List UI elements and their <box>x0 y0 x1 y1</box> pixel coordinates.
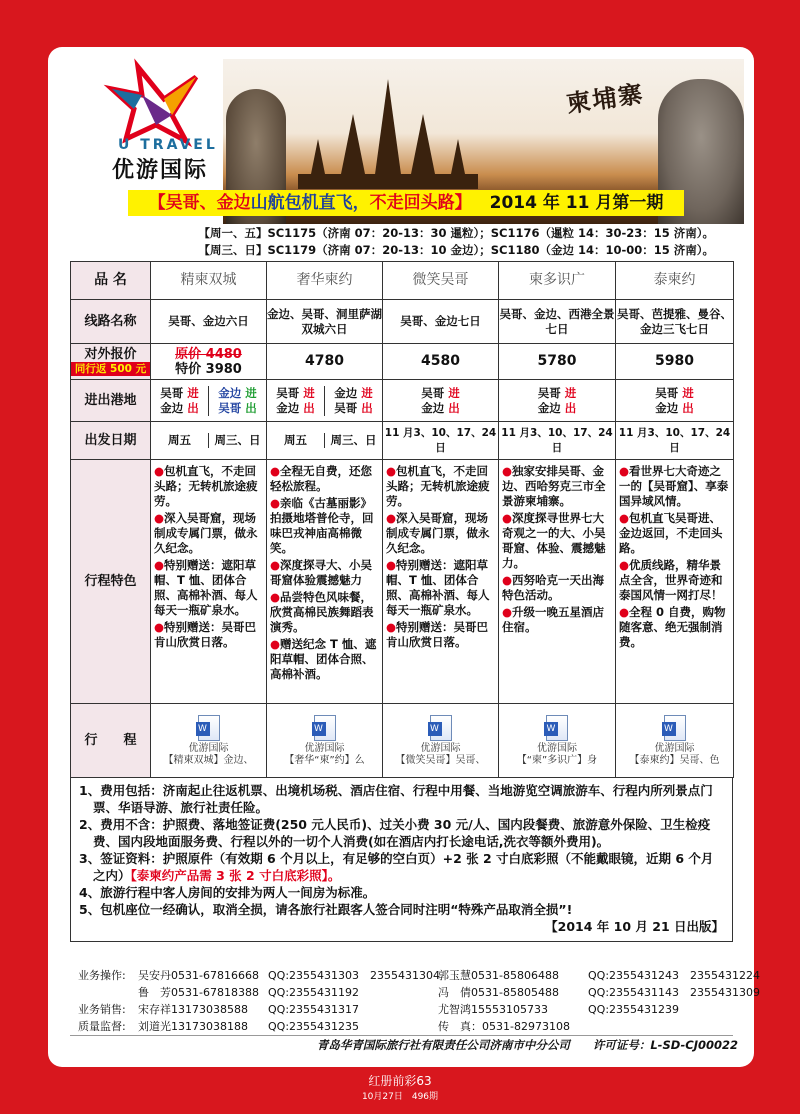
feature-item: ●特别赠送：遮阳草帽、T 恤、团体合照、高棉补酒、每人每天一瓶矿泉水。 <box>154 558 258 617</box>
doc-name: 【泰柬约】吴哥、色 <box>629 754 720 766</box>
port-out: 出 <box>187 400 199 415</box>
features-cell <box>616 460 734 704</box>
port-in: 进 <box>564 385 577 400</box>
route-name: 吴哥、金边、西港全景七日 <box>499 300 616 344</box>
feature-item: ●亲临《古墓丽影》拍摄地塔普伦寺，回味巴戎神庙高棉微笑。 <box>270 496 374 555</box>
port-out: 出 <box>361 400 373 415</box>
headline-part2: 山航包机直飞， <box>250 193 370 213</box>
page-sheet <box>48 47 760 1067</box>
logo-name: 优游国际 <box>112 158 209 183</box>
port-cell <box>267 380 383 422</box>
feature-item: ●特别赠送：吴哥巴肯山欣赏日落。 <box>154 620 257 649</box>
product-name: 微笑吴哥 <box>383 262 499 300</box>
price-cell: 4780 <box>267 344 383 380</box>
feature-item: ●优质线路，精华景点全含，世界奇迹和泰国风情一网打尽！ <box>619 558 723 602</box>
table-row <box>71 460 734 704</box>
price-special: 特价 3980 <box>175 361 242 377</box>
page-label: 红册前彩63 <box>368 1074 432 1088</box>
license-number: 许可证号：L-SD-CJ00022 <box>592 1038 738 1052</box>
feature-item: ●包机直飞，不走回头路；无转机旅途疲劳。 <box>386 464 490 508</box>
company-name: 青岛华青国际旅行社有限责任公司济南市中分公司 <box>316 1038 570 1052</box>
headline-part3: 不走回头路】 <box>369 193 472 213</box>
label-route: 线路名称 <box>71 300 151 344</box>
publish-date: 【2014 年 10 月 21 日出版】 <box>545 919 724 934</box>
price-cell <box>151 344 267 380</box>
port-city: 吴哥 <box>160 385 184 400</box>
feature-item: ●升级一晚五星酒店住宿。 <box>502 605 605 634</box>
itinerary-doc[interactable] <box>151 704 267 778</box>
contact-row: 业务销售: 宋存祥13173038588 QQ:2355431317 尤智鸿15553105733 QQ:2355431239 <box>78 1003 680 1016</box>
table-row <box>71 262 734 300</box>
port-cell <box>499 380 616 422</box>
feature-item: ●独家安排吴哥、金边、西哈努克三市全景游柬埔寨。 <box>502 464 606 508</box>
route-name: 吴哥、金边七日 <box>383 300 499 344</box>
itinerary-doc[interactable] <box>383 704 499 778</box>
port-out: 出 <box>448 400 460 415</box>
table-row <box>71 704 734 778</box>
word-doc-icon <box>664 715 686 741</box>
feature-item: ●深入吴哥窟，现场制成专属门票，做永久纪念。 <box>154 511 258 555</box>
port-city: 吴哥 <box>334 400 358 415</box>
features-cell <box>499 460 616 704</box>
depart-cell: 11 月3、10、17、24 日 <box>616 422 734 460</box>
route-name: 吴哥、金边六日 <box>151 300 267 344</box>
feature-item: ●深度探寻大、小吴哥窟体验震撼魅力 <box>270 558 373 587</box>
itinerary-doc[interactable] <box>267 704 383 778</box>
label-price-text: 对外报价 <box>84 347 137 362</box>
feature-item: ●深度探寻世界七大奇观之一的大、小吴哥窟、体验、震撼魅力。 <box>502 511 606 570</box>
table-row <box>71 380 734 422</box>
depart-day: 周五 <box>168 433 191 447</box>
depart-day: 周三、日 <box>208 433 266 448</box>
depart-cell <box>151 422 267 460</box>
doc-name: 【精柬双城】金边、 <box>163 754 254 766</box>
port-in: 进 <box>187 385 199 400</box>
label-port: 进出港地 <box>71 380 151 422</box>
product-table <box>70 261 734 778</box>
doc-title: 优游国际 <box>537 742 577 754</box>
price-cell: 5780 <box>499 344 616 380</box>
label-price <box>71 344 151 380</box>
port-city: 金边 <box>537 400 561 415</box>
port-city: 吴哥 <box>655 385 679 400</box>
page-number <box>332 1073 468 1105</box>
cambodia-calligraphy: 柬埔寨 <box>564 78 646 119</box>
feature-item: ●深入吴哥窟，现场制成专属门票，做永久纪念。 <box>386 511 490 555</box>
page-sub: 10月27日 496期 <box>361 1092 439 1102</box>
note-item <box>79 850 724 884</box>
port-city: 吴哥 <box>537 385 561 400</box>
price-original: 原价 4480 <box>175 346 242 362</box>
port-in: 进 <box>303 385 315 400</box>
feature-item: ●特别赠送：遮阳草帽、T 恤、团体合照、高棉补酒、每人每天一瓶矿泉水。 <box>386 558 490 617</box>
port-in: 进 <box>361 385 373 400</box>
feature-item: ●包机直飞吴哥进、金边返回，不走回头路。 <box>619 511 723 555</box>
doc-name: 【奢华“柬”约】么 <box>284 754 365 766</box>
port-in: 进 <box>245 385 257 400</box>
product-name: 奢华柬约 <box>267 262 383 300</box>
port-in: 进 <box>448 385 460 400</box>
flight-line: 【周三、日】SC1179（济南 07：20-13：10 金边）；SC1180（金边 14：10-00：15 济南）。 <box>198 243 714 257</box>
label-depart: 出发日期 <box>71 422 151 460</box>
product-name: 柬多识广 <box>499 262 616 300</box>
feature-item: ●看世界七大奇迹之一的【吴哥窟】、享泰国异域风情。 <box>619 464 729 508</box>
terms-notes <box>70 777 733 942</box>
port-city: 金边 <box>655 400 679 415</box>
price-note: 同行返 500 元 <box>71 362 150 376</box>
temple-silhouette <box>298 79 478 189</box>
port-city: 吴哥 <box>421 385 445 400</box>
depart-day: 周三、日 <box>324 433 382 448</box>
port-city: 吴哥 <box>276 385 300 400</box>
port-cell <box>616 380 734 422</box>
note-item: 2、费用不含：护照费、落地签证费(250 元人民币)、过关小费 30 元/人、国内段餐费、旅游意外保险、卫生检疫费、国内段地面服务费、行程以外的一切个人消费(如在酒店内打长途电话,洗衣等额外费用)。 <box>79 817 711 849</box>
star-logo-icon <box>98 59 218 149</box>
product-name: 精柬双城 <box>151 262 267 300</box>
depart-cell <box>267 422 383 460</box>
doc-title: 优游国际 <box>304 742 345 754</box>
flight-line: 【周一、五】SC1175（济南 07：20-13：30 暹粒）；SC1176（暹粒 14：30-23：15 济南）。 <box>198 226 714 240</box>
features-cell <box>267 460 383 704</box>
note-item: 4、旅游行程中客人房间的安排为两人一间房为标准。 <box>79 885 376 900</box>
doc-name: 【“柬”多识广】身 <box>516 754 598 766</box>
word-doc-icon <box>430 715 452 741</box>
depart-cell: 11 月3、10、17、24 日 <box>383 422 499 460</box>
label-features: 行程特色 <box>71 460 151 704</box>
contact-row: 业务操作: 吴安丹0531-67816668 QQ:2355431303 2355431304 郭玉慧0531-85806488 QQ:2355431243 2355431224 <box>78 969 760 982</box>
note-item: 5、包机座位一经确认，取消全损，请各旅行社跟客人签合同时注明“特殊产品取消全损”! <box>79 902 573 917</box>
feature-item: ●西努哈克一天出海特色活动。 <box>502 573 605 602</box>
feature-item: ●品尝特色风味餐，欣赏高棉民族舞蹈表演秀。 <box>270 590 374 634</box>
price-cell: 5980 <box>616 344 734 380</box>
note-item: 1、费用包括：济南起止往返机票、出境机场税、酒店住宿、行程中用餐、当地游览空调旅游车、行程内所列景点门票、华语导游、旅行社责任险。 <box>79 783 713 815</box>
price-cell: 4580 <box>383 344 499 380</box>
port-city: 金边 <box>421 400 445 415</box>
contact-row: 质量监督: 刘道光13173038188 QQ:2355431235 传 真：0531-82973108 <box>78 1020 570 1033</box>
port-out: 出 <box>303 400 315 415</box>
headline-part1: 【吴哥、金边 <box>148 193 251 213</box>
port-city: 金边 <box>334 385 358 400</box>
note-text: 3、签证资料：护照原件（有效期 6 个月以上，有足够的空白页）+2 张 2 寸白底彩照（不能戴眼镜，近期 6 个月之内） <box>79 851 714 883</box>
doc-name: 【微笑吴哥】吴哥、 <box>395 754 486 766</box>
feature-item: ●全程 0 自费，购物随客意、绝无强制消费。 <box>619 605 726 649</box>
contact-row: 鲁 芳0531-67818388 QQ:2355431192 冯 倩0531-85805488 QQ:2355431143 2355431309 <box>138 986 760 999</box>
port-out: 出 <box>245 400 257 415</box>
features-cell <box>383 460 499 704</box>
port-out: 出 <box>682 400 694 415</box>
company-logo <box>98 59 218 183</box>
table-row <box>71 422 734 460</box>
port-cell <box>151 380 267 422</box>
route-name: 金边、吴哥、洞里萨湖 双城六日 <box>267 300 383 344</box>
doc-title: 优游国际 <box>188 742 229 754</box>
doc-title: 优游国际 <box>420 742 461 754</box>
port-in: 进 <box>682 385 694 400</box>
itinerary-doc[interactable] <box>616 704 734 778</box>
features-cell <box>151 460 267 704</box>
word-doc-icon <box>198 715 220 741</box>
feature-item: ●全程无自费，还您轻松旅程。 <box>270 464 373 493</box>
note-red: 【泰柬约产品需 3 张 2 寸白底彩照】。 <box>130 868 341 883</box>
port-city: 金边 <box>160 400 184 415</box>
table-row <box>71 300 734 344</box>
route-name: 吴哥、芭提雅、曼谷、金边三飞七日 <box>616 300 734 344</box>
word-doc-icon <box>546 715 568 741</box>
logo-word: U TRAVEL <box>118 137 218 153</box>
port-out: 出 <box>564 400 577 415</box>
label-itinerary: 行 程 <box>71 704 151 778</box>
port-cell <box>383 380 499 422</box>
footer <box>298 1037 738 1053</box>
doc-title: 优游国际 <box>654 742 695 754</box>
word-doc-icon <box>314 715 336 741</box>
depart-day: 周五 <box>284 433 307 447</box>
divider <box>70 1035 733 1036</box>
feature-item: ●特别赠送：吴哥巴肯山欣赏日落。 <box>386 620 489 649</box>
port-city: 金边 <box>218 385 242 400</box>
product-name: 泰柬约 <box>616 262 734 300</box>
staff-contacts <box>78 967 760 1035</box>
label-product: 品 名 <box>71 262 151 300</box>
flight-schedule <box>198 225 714 259</box>
feature-item: ●包机直飞，不走回头路；无转机旅途疲劳。 <box>154 464 258 508</box>
itinerary-doc[interactable] <box>499 704 616 778</box>
port-city: 金边 <box>276 400 300 415</box>
feature-item: ●赠送纪念 T 恤、遮阳草帽、团体合照、高棉补酒。 <box>270 637 377 681</box>
port-city: 吴哥 <box>218 400 242 415</box>
depart-cell: 11 月3、10、17、24 日 <box>499 422 616 460</box>
headline <box>128 190 684 216</box>
headline-issue: 2014 年 11 月第一期 <box>489 193 664 213</box>
table-row <box>71 344 734 380</box>
